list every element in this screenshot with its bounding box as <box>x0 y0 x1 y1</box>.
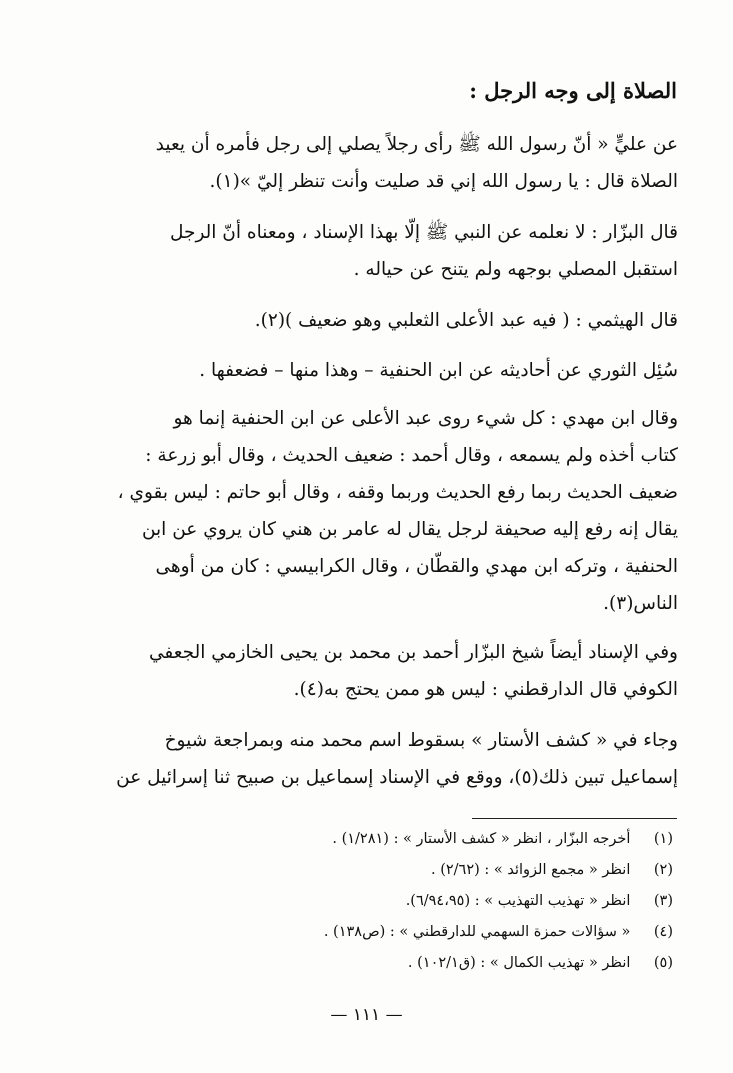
text-line: استقبل المصلي بوجهه ولم يتنح عن حياله . <box>353 259 678 280</box>
text-line: قال الهيثمي : ( فيه عبد الأعلى الثعلبي وهو ضعيف )(٢). <box>254 310 678 331</box>
paragraph-isnad <box>66 634 678 708</box>
footnote-number: (٤) <box>653 924 673 940</box>
footnote-number: (٣) <box>653 893 673 909</box>
text-line: عن عليٍّ « أنّ رسول الله ﷺ رأى رجلاً يصلي إلى رجل فأمره أن يعيد <box>155 134 678 155</box>
text-line: الصلاة قال : يا رسول الله إني قد صليت وأنت تنظر إليّ »(١). <box>209 171 678 192</box>
text-line: الناس(٣). <box>603 593 678 614</box>
footnote-number: (٢) <box>653 862 673 878</box>
text-line: كتاب أخذه ولم يسمعه ، وقال أحمد : ضعيف الحديث ، وقال أبو زرعة : <box>145 445 678 466</box>
page-number: — ١١١ — <box>330 1005 403 1025</box>
text-line: وجاء في « كشف الأستار » بسقوط اسم محمد منه وبمراجعة شيوخ <box>164 730 678 751</box>
footnote-item <box>113 886 673 917</box>
paragraph-bazzar <box>66 214 678 288</box>
text-line: وقال ابن مهدي : كل شيء روى عبد الأعلى عن ابن الحنفية إنما هو <box>173 408 678 429</box>
text-line: إسماعيل تبين ذلك(٥)، ووقع في الإسناد إسماعيل بن صبيح ثنا إسرائيل عن <box>116 767 678 788</box>
footnote-item <box>113 824 673 855</box>
footnote-item <box>113 948 673 979</box>
text-line: سُئِل الثوري عن أحاديثه عن ابن الحنفية – وهذا منها – فضعفها . <box>199 360 678 381</box>
footnotes <box>113 824 673 979</box>
footnote-text: انظر « تهذيب التهذيب » : (٦/٩٤،٩٥). <box>405 893 631 909</box>
footnote-text: انظر « تهذيب الكمال » : (ق١٠٢/١) . <box>407 955 631 971</box>
footnote-text: « سؤالات حمزة السهمي للدارقطني » : (ص١٣٨) . <box>323 924 631 940</box>
footnote-number: (١) <box>653 831 673 847</box>
paragraph-ibn-mahdi <box>66 400 678 622</box>
footnote-number: (٥) <box>653 955 673 971</box>
paragraph-kashf <box>66 722 678 796</box>
section-heading: الصلاة إلى وجه الرجل : <box>469 78 677 103</box>
text-line: الحنفية ، وتركه ابن مهدي والقطّان ، وقال الكرابيسي : كان من أوهى <box>155 556 678 577</box>
text-line: يقال إنه رفع إليه صحيفة لرجل يقال له عامر بن هني كان يروي عن ابن <box>141 519 678 540</box>
footnote-text: انظر « مجمع الزوائد » : (٢/٦٢) . <box>430 862 631 878</box>
paragraph-hadith <box>66 126 678 200</box>
text-line: الكوفي قال الدارقطني : ليس هو ممن يحتج به(٤). <box>293 679 678 700</box>
footnote-text: أخرجه البزّار ، انظر « كشف الأستار » : (١/٢٨١) . <box>332 831 631 847</box>
footnote-divider <box>472 818 677 819</box>
paragraph-thawri <box>66 352 678 389</box>
footnote-item <box>113 855 673 886</box>
text-line: وفي الإسناد أيضاً شيخ البزّار أحمد بن محمد بن يحيى الخازمي الجعفي <box>148 642 678 663</box>
text-line: قال البزّار : لا نعلمه عن النبي ﷺ إلّا بهذا الإسناد ، ومعناه أنّ الرجل <box>170 222 678 243</box>
paragraph-haythami <box>66 302 678 339</box>
text-line: ضعيف الحديث ربما رفع الحديث وربما وقفه ، وقال أبو حاتم : ليس بقوي ، <box>117 482 678 503</box>
footnote-item <box>113 917 673 948</box>
